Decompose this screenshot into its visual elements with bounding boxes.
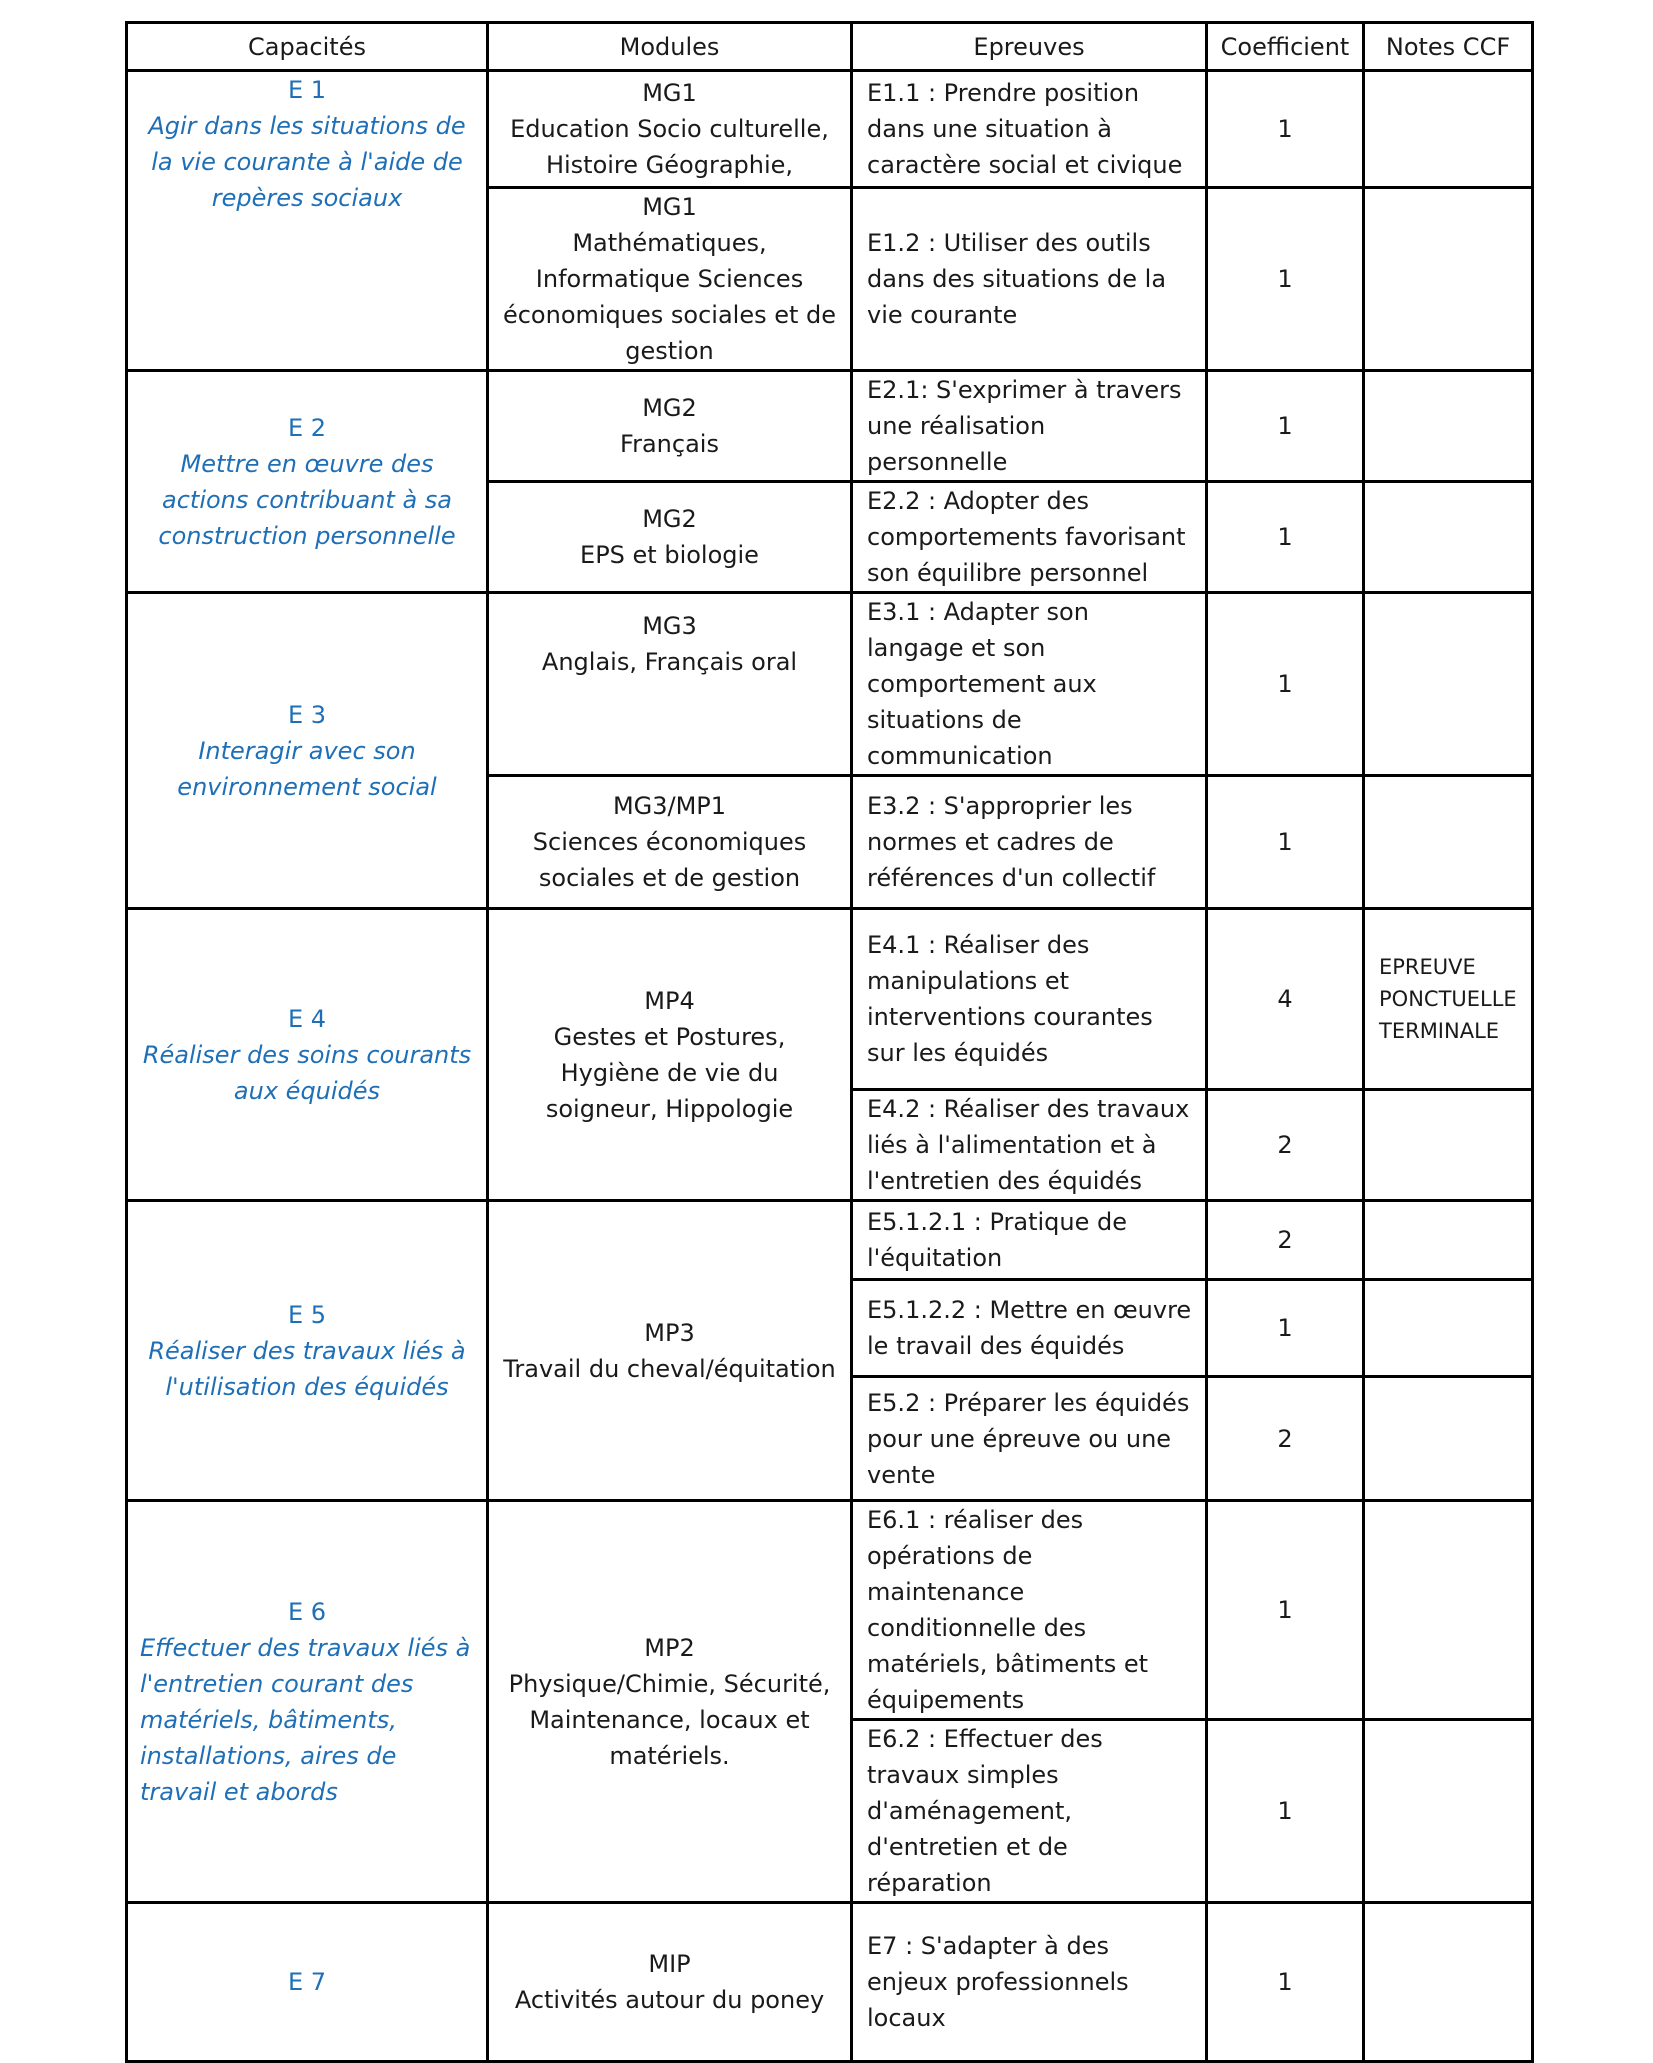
capacity-code: E 5 — [287, 1300, 327, 1329]
coefficient-cell: 1 — [1207, 776, 1364, 909]
notes-ccf-cell[interactable] — [1364, 776, 1533, 909]
epreuve-cell: E5.1.2.1 : Pratique de l'équitation — [852, 1201, 1207, 1280]
coefficient-cell: 1 — [1207, 593, 1364, 776]
table-row — [127, 593, 1533, 776]
capacity-code: E 7 — [287, 1968, 327, 1996]
module-code: MG3/MP1 — [612, 792, 727, 820]
notes-ccf-cell[interactable] — [1364, 1201, 1533, 1280]
notes-ccf-cell[interactable] — [1364, 71, 1533, 188]
module-cell — [488, 188, 852, 371]
coefficient-cell: 1 — [1207, 1280, 1364, 1377]
module-name: Français — [620, 430, 719, 458]
coefficient-cell: 4 — [1207, 909, 1364, 1090]
epreuve-cell: E5.2 : Préparer les équidés pour une épreuve ou une vente — [852, 1377, 1207, 1501]
coefficient-cell: 1 — [1207, 71, 1364, 188]
epreuve-cell: E3.1 : Adapter son langage et son comportement aux situations de communication — [852, 593, 1207, 776]
module-cell — [488, 482, 852, 593]
notes-ccf-cell[interactable] — [1364, 1377, 1533, 1501]
capacity-code: E 4 — [287, 1004, 327, 1033]
module-code: MG2 — [642, 394, 697, 422]
epreuve-cell: E4.1 : Réaliser des manipulations et interventions courantes sur les équidés — [852, 909, 1207, 1090]
module-code: MG1 — [642, 193, 697, 221]
notes-ccf-cell[interactable] — [1364, 1501, 1533, 1720]
notes-ccf-cell[interactable] — [1364, 371, 1533, 482]
capacity-title: Réaliser des soins courants aux équidés — [142, 1040, 472, 1105]
epreuve-cell: E1.1 : Prendre position dans une situation à caractère social et civique — [852, 71, 1207, 188]
capacity-code: E 3 — [287, 700, 327, 729]
header-notes-ccf: Notes CCF — [1364, 23, 1533, 71]
epreuve-cell: E3.2 : S'approprier les normes et cadres de références d'un collectif — [852, 776, 1207, 909]
module-name: Sciences économiques sociales et de gestion — [532, 828, 807, 892]
notes-ccf-cell[interactable]: EPREUVE PONCTUELLE TERMINALE — [1364, 909, 1533, 1090]
notes-ccf-cell[interactable] — [1364, 482, 1533, 593]
epreuve-cell: E6.2 : Effectuer des travaux simples d'aménagement, d'entretien et de réparation — [852, 1720, 1207, 1903]
capacity-title: Effectuer des travaux liés à l'entretien courant des matériels, bâtiments, installations, aires de travail et abords — [140, 1633, 471, 1806]
table-row — [127, 1501, 1533, 1720]
module-cell — [488, 1903, 852, 2062]
module-code: MP2 — [644, 1633, 695, 1662]
notes-ccf-cell[interactable] — [1364, 1903, 1533, 2062]
capacity-title: Mettre en œuvre des actions contribuant à sa construction personnelle — [158, 449, 456, 550]
epreuve-cell: E1.2 : Utiliser des outils dans des situations de la vie courante — [852, 188, 1207, 371]
table-row — [127, 909, 1533, 1090]
module-name: Education Socio culturelle, Histoire Géographie, — [510, 115, 829, 179]
epreuve-cell: E7 : S'adapter à des enjeux professionnels locaux — [852, 1903, 1207, 2062]
capacity-e2 — [127, 371, 488, 593]
header-coefficient: Coefficient — [1207, 23, 1364, 71]
coefficient-cell: 1 — [1207, 482, 1364, 593]
module-code: MG3 — [642, 612, 697, 640]
coefficient-cell: 1 — [1207, 1720, 1364, 1903]
coefficient-cell: 1 — [1207, 371, 1364, 482]
module-name: Activités autour du poney — [514, 1986, 825, 2014]
capacity-e7 — [127, 1903, 488, 2062]
module-name: Mathématiques, Informatique Sciences économiques sociales et de gestion — [502, 229, 837, 365]
header-capacites: Capacités — [127, 23, 488, 71]
table-row — [127, 71, 1533, 188]
capacity-title: Interagir avec son environnement social — [177, 736, 437, 801]
capacity-e3 — [127, 593, 488, 909]
module-code: MP3 — [644, 1318, 695, 1347]
module-cell — [488, 593, 852, 776]
module-cell — [488, 1201, 852, 1501]
coefficient-cell: 1 — [1207, 1501, 1364, 1720]
notes-ccf-cell[interactable] — [1364, 188, 1533, 371]
coefficient-cell: 2 — [1207, 1090, 1364, 1201]
module-code: MG1 — [642, 79, 697, 107]
notes-ccf-cell[interactable] — [1364, 1090, 1533, 1201]
module-code: MG2 — [642, 505, 697, 533]
coefficient-cell: 1 — [1207, 1903, 1364, 2062]
capacity-code: E 2 — [287, 413, 327, 442]
epreuve-cell: E6.1 : réaliser des opérations de maintenance conditionnelle des matériels, bâtiments et équipements — [852, 1501, 1207, 1720]
evaluation-table — [125, 21, 1534, 2063]
capacity-title: Agir dans les situations de la vie courante à l'aide de repères sociaux — [148, 112, 466, 212]
module-name: Gestes et Postures, Hygiène de vie du soigneur, Hippologie — [545, 1022, 794, 1123]
module-cell — [488, 909, 852, 1201]
module-code: MIP — [648, 1950, 691, 1978]
coefficient-cell: 1 — [1207, 188, 1364, 371]
notes-ccf-cell[interactable] — [1364, 1280, 1533, 1377]
capacity-title: Réaliser des travaux liés à l'utilisation des équidés — [148, 1336, 466, 1401]
capacity-code: E 1 — [287, 76, 327, 104]
epreuve-cell: E2.2 : Adopter des comportements favorisant son équilibre personnel — [852, 482, 1207, 593]
module-cell — [488, 776, 852, 909]
module-name: EPS et biologie — [580, 541, 759, 569]
table-row — [127, 1201, 1533, 1280]
module-cell — [488, 71, 852, 188]
header-row — [127, 23, 1533, 71]
module-cell — [488, 1501, 852, 1903]
capacity-e4 — [127, 909, 488, 1201]
notes-ccf-cell[interactable] — [1364, 593, 1533, 776]
module-name: Travail du cheval/équitation — [503, 1354, 836, 1383]
epreuve-cell: E5.1.2.2 : Mettre en œuvre le travail des équidés — [852, 1280, 1207, 1377]
epreuve-cell: E4.2 : Réaliser des travaux liés à l'alimentation et à l'entretien des équidés — [852, 1090, 1207, 1201]
header-epreuves: Epreuves — [852, 23, 1207, 71]
module-name: Anglais, Français oral — [541, 648, 798, 676]
header-modules: Modules — [488, 23, 852, 71]
evaluation-table-container — [125, 21, 1531, 2032]
capacity-e5 — [127, 1201, 488, 1501]
module-code: MP4 — [644, 986, 695, 1015]
module-cell — [488, 371, 852, 482]
capacity-code: E 6 — [287, 1597, 327, 1626]
coefficient-cell: 2 — [1207, 1201, 1364, 1280]
table-row — [127, 1903, 1533, 2062]
capacity-e6 — [127, 1501, 488, 1903]
notes-ccf-cell[interactable] — [1364, 1720, 1533, 1903]
capacity-e1 — [127, 71, 488, 371]
epreuve-cell: E2.1: S'exprimer à travers une réalisation personnelle — [852, 371, 1207, 482]
coefficient-cell: 2 — [1207, 1377, 1364, 1501]
module-name: Physique/Chimie, Sécurité, Maintenance, locaux et matériels. — [508, 1669, 831, 1770]
table-row — [127, 371, 1533, 482]
